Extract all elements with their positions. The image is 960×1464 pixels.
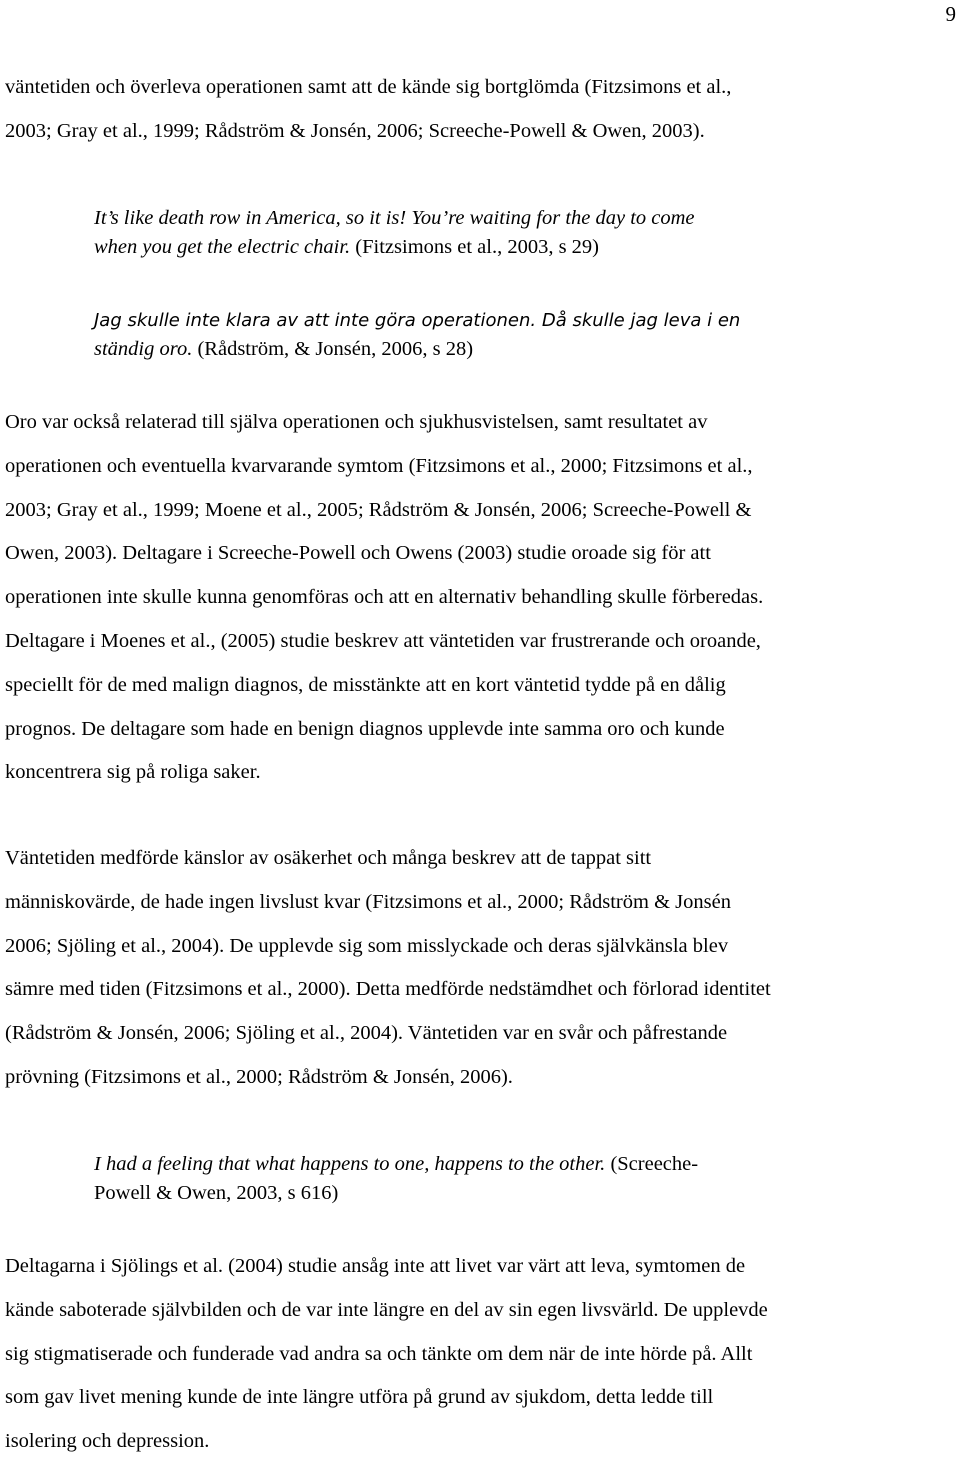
text-line: 2006; Sjöling et al., 2004). De upplevde sig som misslyckade och deras självkänsla blev: [5, 934, 729, 957]
block-quote-screeche: [94, 1150, 949, 1208]
text-line: Väntetiden medförde känslor av osäkerhet och många beskrev att de tappat sitt: [5, 847, 652, 869]
text-line: (Rådström & Jonsén, 2006; Sjöling et al., 2004). Väntetiden var en svår och påfrestande: [5, 1022, 728, 1045]
text-line: isolering och depression.: [5, 1430, 210, 1453]
text-line: koncentrera sig på roliga saker.: [5, 761, 261, 784]
paragraph-oro: [5, 401, 953, 795]
quote-citation: Powell & Owen, 2003, s 616): [94, 1182, 339, 1204]
quote-text: It’s like death row in America, so it is! You’re waiting for the day to come: [94, 207, 695, 229]
quote-text: ständig oro.: [94, 338, 193, 360]
text-line: speciellt för de med malign diagnos, de misstänkte att en kort väntetid tydde på en dålig: [5, 673, 726, 696]
quote-text: Jag skulle inte klara av att inte göra operationen. Då skulle jag leva i en: [94, 310, 741, 331]
text-line: 2003; Gray et al., 1999; Moene et al., 2005; Rådström & Jonsén, 2006; Screeche-Powell &: [5, 498, 752, 521]
text-line: 2003; Gray et al., 1999; Rådström & Jonsén, 2006; Screeche-Powell & Owen, 2003).: [5, 119, 705, 142]
quote-line: [94, 1150, 949, 1179]
paragraph-vantetiden: [5, 837, 953, 1100]
quote-citation: (Screeche-: [610, 1153, 699, 1175]
quote-citation: (Rådström, & Jonsén, 2006, s 28): [197, 338, 474, 360]
text-line: människovärde, de hade ingen livslust kvar (Fitzsimons et al., 2000; Rådström & Jonsén: [5, 890, 731, 913]
quote-text: I had a feeling that what happens to one, happens to the other.: [94, 1153, 606, 1175]
text-line: sig stigmatiserade och funderade vad andra sa och tänkte om dem när de inte hörde på. Allt: [5, 1342, 753, 1365]
quote-citation: (Fitzsimons et al., 2003, s 29): [355, 236, 600, 258]
text-line: kände saboterade självbilden och de var inte längre en del av sin egen livsvärld. De upplevde: [5, 1298, 768, 1321]
text-line: väntetiden och överleva operationen samt att de kände sig bortglömda (Fitzsimons et al.,: [5, 76, 732, 98]
quote-line: [94, 335, 949, 364]
page-number: 9: [945, 2, 956, 26]
text-line: som gav livet mening kunde de inte längre utföra på grund av sjukdom, detta ledde till: [5, 1386, 714, 1409]
text-line: Owen, 2003). Deltagare i Screeche-Powell och Owens (2003) studie oroade sig för att: [5, 542, 711, 565]
block-quote-radstrom: [94, 306, 949, 364]
text-line: Oro var också relaterad till själva operationen och sjukhusvistelsen, samt resultatet av: [5, 411, 708, 433]
text-line: operationen och eventuella kvarvarande symtom (Fitzsimons et al., 2000; Fitzsimons et al.,: [5, 454, 753, 477]
paragraph-continuation: [5, 66, 953, 154]
paragraph-sjoling: [5, 1245, 953, 1464]
block-quote-fitzsimons: [94, 204, 949, 262]
text-line: sämre med tiden (Fitzsimons et al., 2000). Detta medförde nedstämdhet och förlorad identitet: [5, 978, 771, 1001]
quote-line: [94, 1179, 949, 1208]
quote-line: [94, 233, 949, 262]
text-line: operationen inte skulle kunna genomföras och att en alternativ behandling skulle förberedas.: [5, 586, 764, 609]
text-line: prognos. De deltagare som hade en benign diagnos upplevde inte samma oro och kunde: [5, 717, 725, 740]
quote-line: [94, 306, 949, 335]
text-line: Deltagare i Moenes et al., (2005) studie beskrev att väntetiden var frustrerande och oroande,: [5, 629, 761, 652]
quote-line: [94, 204, 949, 233]
quote-text: when you get the electric chair.: [94, 236, 351, 258]
text-line: Deltagarna i Sjölings et al. (2004) studie ansåg inte att livet var värt att leva, symtomen de: [5, 1255, 746, 1277]
text-line: prövning (Fitzsimons et al., 2000; Rådström & Jonsén, 2006).: [5, 1065, 513, 1088]
